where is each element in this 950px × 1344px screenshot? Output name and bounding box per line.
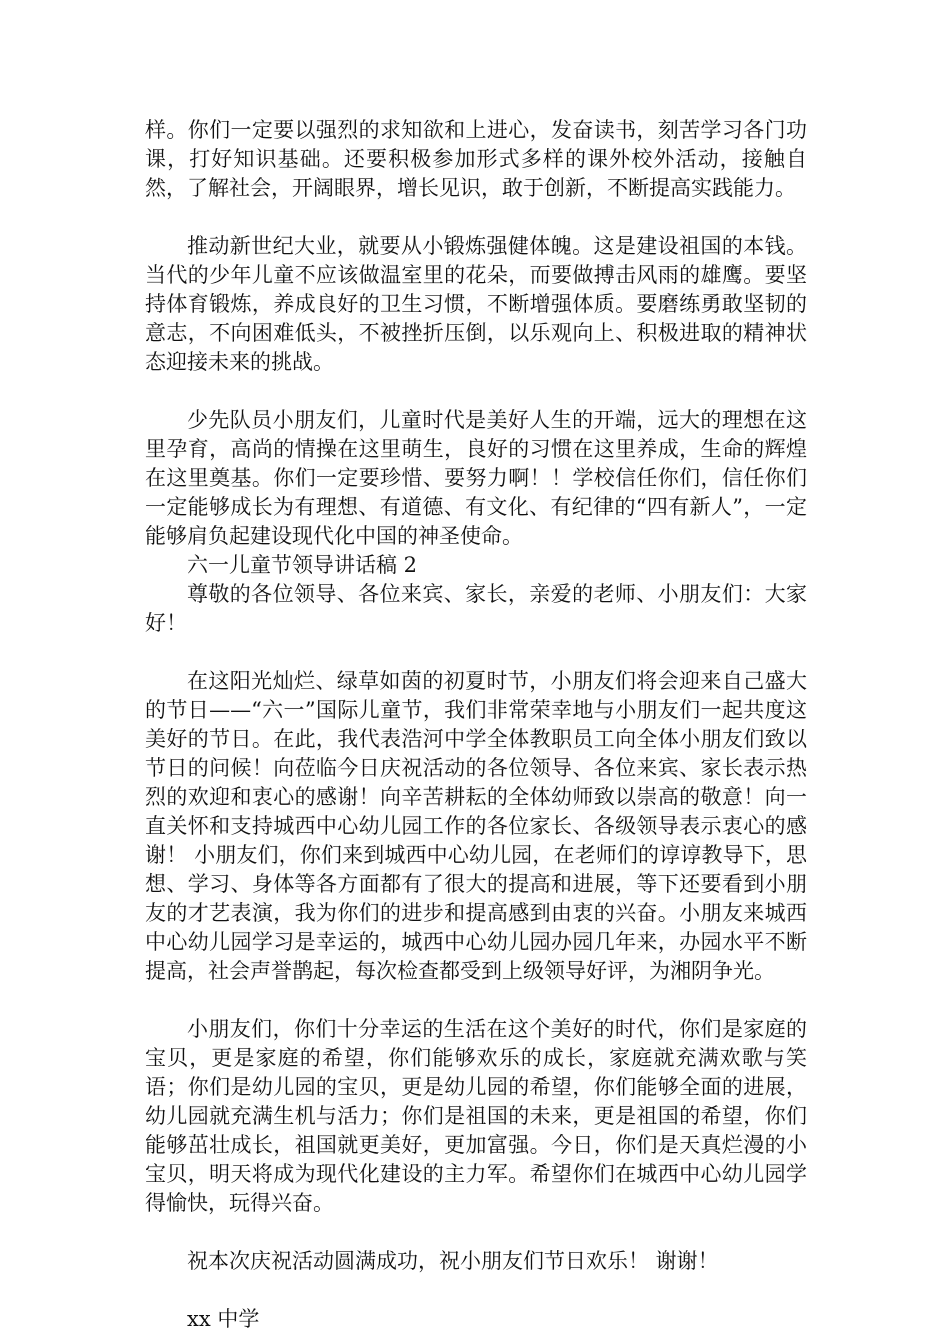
paragraph-festival: 在这阳光灿烂、绿草如茵的初夏时节，小朋友们将会迎来自己盛大的节日——“六一”国际儿童节，我们非常荣幸地与小朋友们一起共度这美好的节日。在此，我代表浩河中学全体教职员工向全体小朋友们致以节日的问候！向莅临今日庆祝活动的各位领导、各位来宾、家长表示热烈的欢迎和衷心的感谢！向辛苦耕耘的全体幼师致以崇高的敬意！向一直关怀和支持城西中心幼儿园工作的各位家长、各级领导表示衷心的感谢！ 小朋友们，你们来到城西中心幼儿园，在老师们的谆谆教导下，思想、学习、身体等各方面都有了很大的提高和进展，等下还要看到小朋友的才艺表演，我为你们的进步和提高感到由衷的兴奋。小朋友来城西中心幼儿园学习是幸运的，城西中心幼儿园办园几年来，办园水平不断提高，社会声誉鹊起，每次检查都受到上级领导好评，为湘阴争光。	[145, 669, 807, 983]
section-title: 六一儿童节领导讲话稿 2	[187, 553, 418, 577]
paragraph-greeting: 尊敬的各位领导、各位来宾、家长，亲爱的老师、小朋友们：大家好！	[145, 582, 807, 635]
signature: xx 中学	[187, 1307, 260, 1331]
paragraph-young-pioneers: 少先队员小朋友们，儿童时代是美好人生的开端，远大的理想在这里孕育，高尚的情操在这里萌生，良好的习惯在这里养成，生命的辉煌在这里奠基。你们一定要珍惜、要努力啊！！学校信任你们，信任你们一定能够成长为有理想、有道德、有文化、有纪律的“四有新人”，一定能够肩负起建设现代化中国的神圣使命。	[145, 408, 807, 548]
paragraph-fitness: 推动新世纪大业，就要从小锻炼强健体魄。这是建设祖国的本钱。当代的少年儿童不应该做温室里的花朵，而要做搏击风雨的雄鹰。要坚持体育锻炼，养成良好的卫生习惯，不断增强体质。要磨练勇敢坚韧的意志，不向困难低头，不被挫折压倒，以乐观向上、积极进取的精神状态迎接未来的挑战。	[145, 234, 807, 374]
paragraph-study: 样。你们一定要以强烈的求知欲和上进心，发奋读书，刻苦学习各门功课，打好知识基础。还要积极参加形式多样的课外校外活动，接触自然，了解社会，开阔眼界，增长见识，敢于创新，不断提高实践能力。	[145, 118, 807, 200]
document-body	[145, 116, 807, 1334]
paragraph-children: 小朋友们，你们十分幸运的生活在这个美好的时代，你们是家庭的宝贝，更是家庭的希望，你们能够欢乐的成长，家庭就充满欢歌与笑语；你们是幼儿园的宝贝，更是幼儿园的希望，你们能够全面的进展，幼儿园就充满生机与活力；你们是祖国的未来，更是祖国的希望，你们能够茁壮成长，祖国就更美好，更加富强。今日，你们是天真烂漫的小宝贝，明天将成为现代化建设的主力军。希望你们在城西中心幼儿园学得愉快，玩得兴奋。	[145, 1017, 807, 1215]
paragraph-closing: 祝本次庆祝活动圆满成功，祝小朋友们节日欢乐！ 谢谢！	[187, 1249, 719, 1273]
